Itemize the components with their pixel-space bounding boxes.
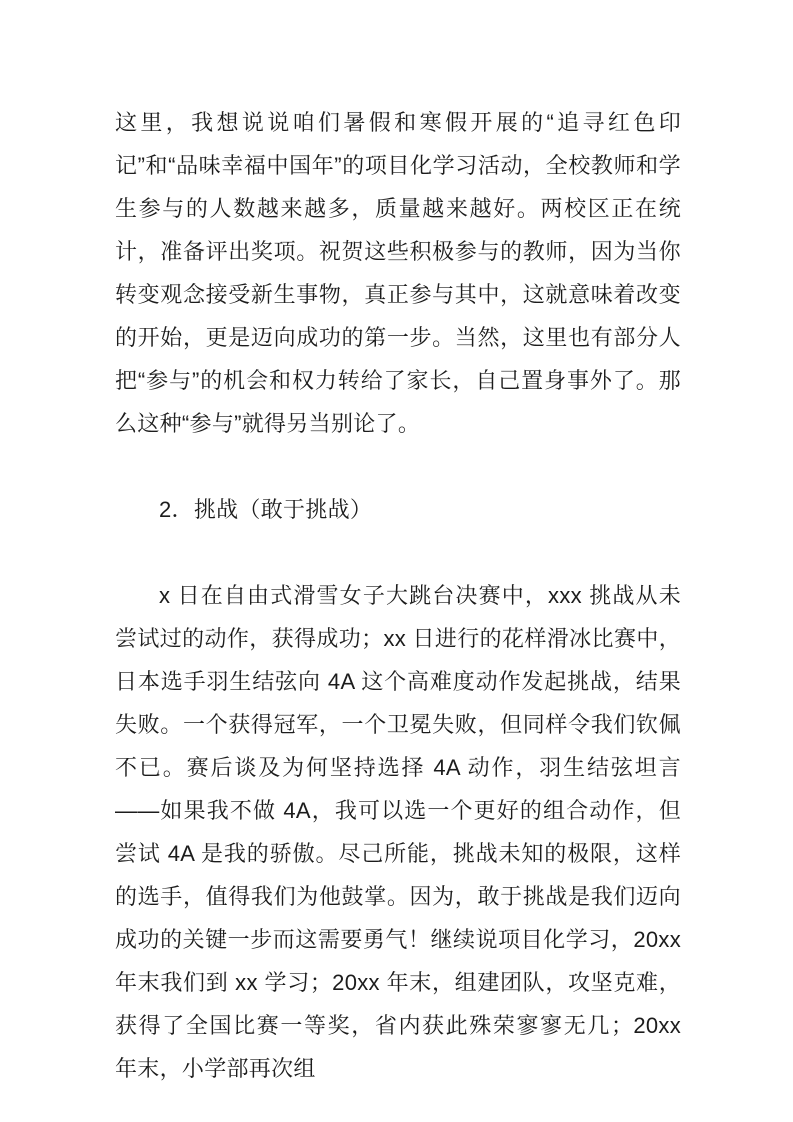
paragraph-challenge: x 日在自由式滑雪女子大跳台决赛中，xxx 挑战从未尝试过的动作，获得成功；xx 日进行的花样滑冰比赛中，日本选手羽生结弦向 4A 这个高难度动作发起挑战，结果失败。一个获得冠军，一个卫冕失败，但同样令我们钦佩不已。赛后谈及为何坚持选择 4A 动作，羽生结弦坦言——如果我不做 4A，我可以选一个更好的组合动作，但尝试 4A 是我的骄傲。尽己所能，挑战未知的极限，这样的选手，值得我们为他鼓掌。因为，敢于挑战是我们迈向成功的关键一步而这需要勇气！继续说项目化学习，20xx 年末我们到 xx 学习；20xx 年末，组建团队，攻坚克难，获得了全国比赛一等奖，省内获此殊荣寥寥无几；20xx 年末，小学部再次组 [115, 583, 681, 1081]
document-text-block [115, 101, 681, 1090]
section-heading-challenge: 2．挑战（敢于挑战） [159, 497, 373, 522]
paragraph-participation: 这里，我想说说咱们暑假和寒假开展的“追寻红色印记”和“品味幸福中国年”的项目化学习活动，全校教师和学生参与的人数越来越多，质量越来越好。两校区正在统计，准备评出奖项。祝贺这些积极参与的教师，因为当你转变观念接受新生事物，真正参与其中，这就意味着改变的开始，更是迈向成功的第一步。当然，这里也有部分人把“参与”的机会和权力转给了家长，自己置身事外了。那么这种“参与”就得另当别论了。 [115, 110, 681, 436]
